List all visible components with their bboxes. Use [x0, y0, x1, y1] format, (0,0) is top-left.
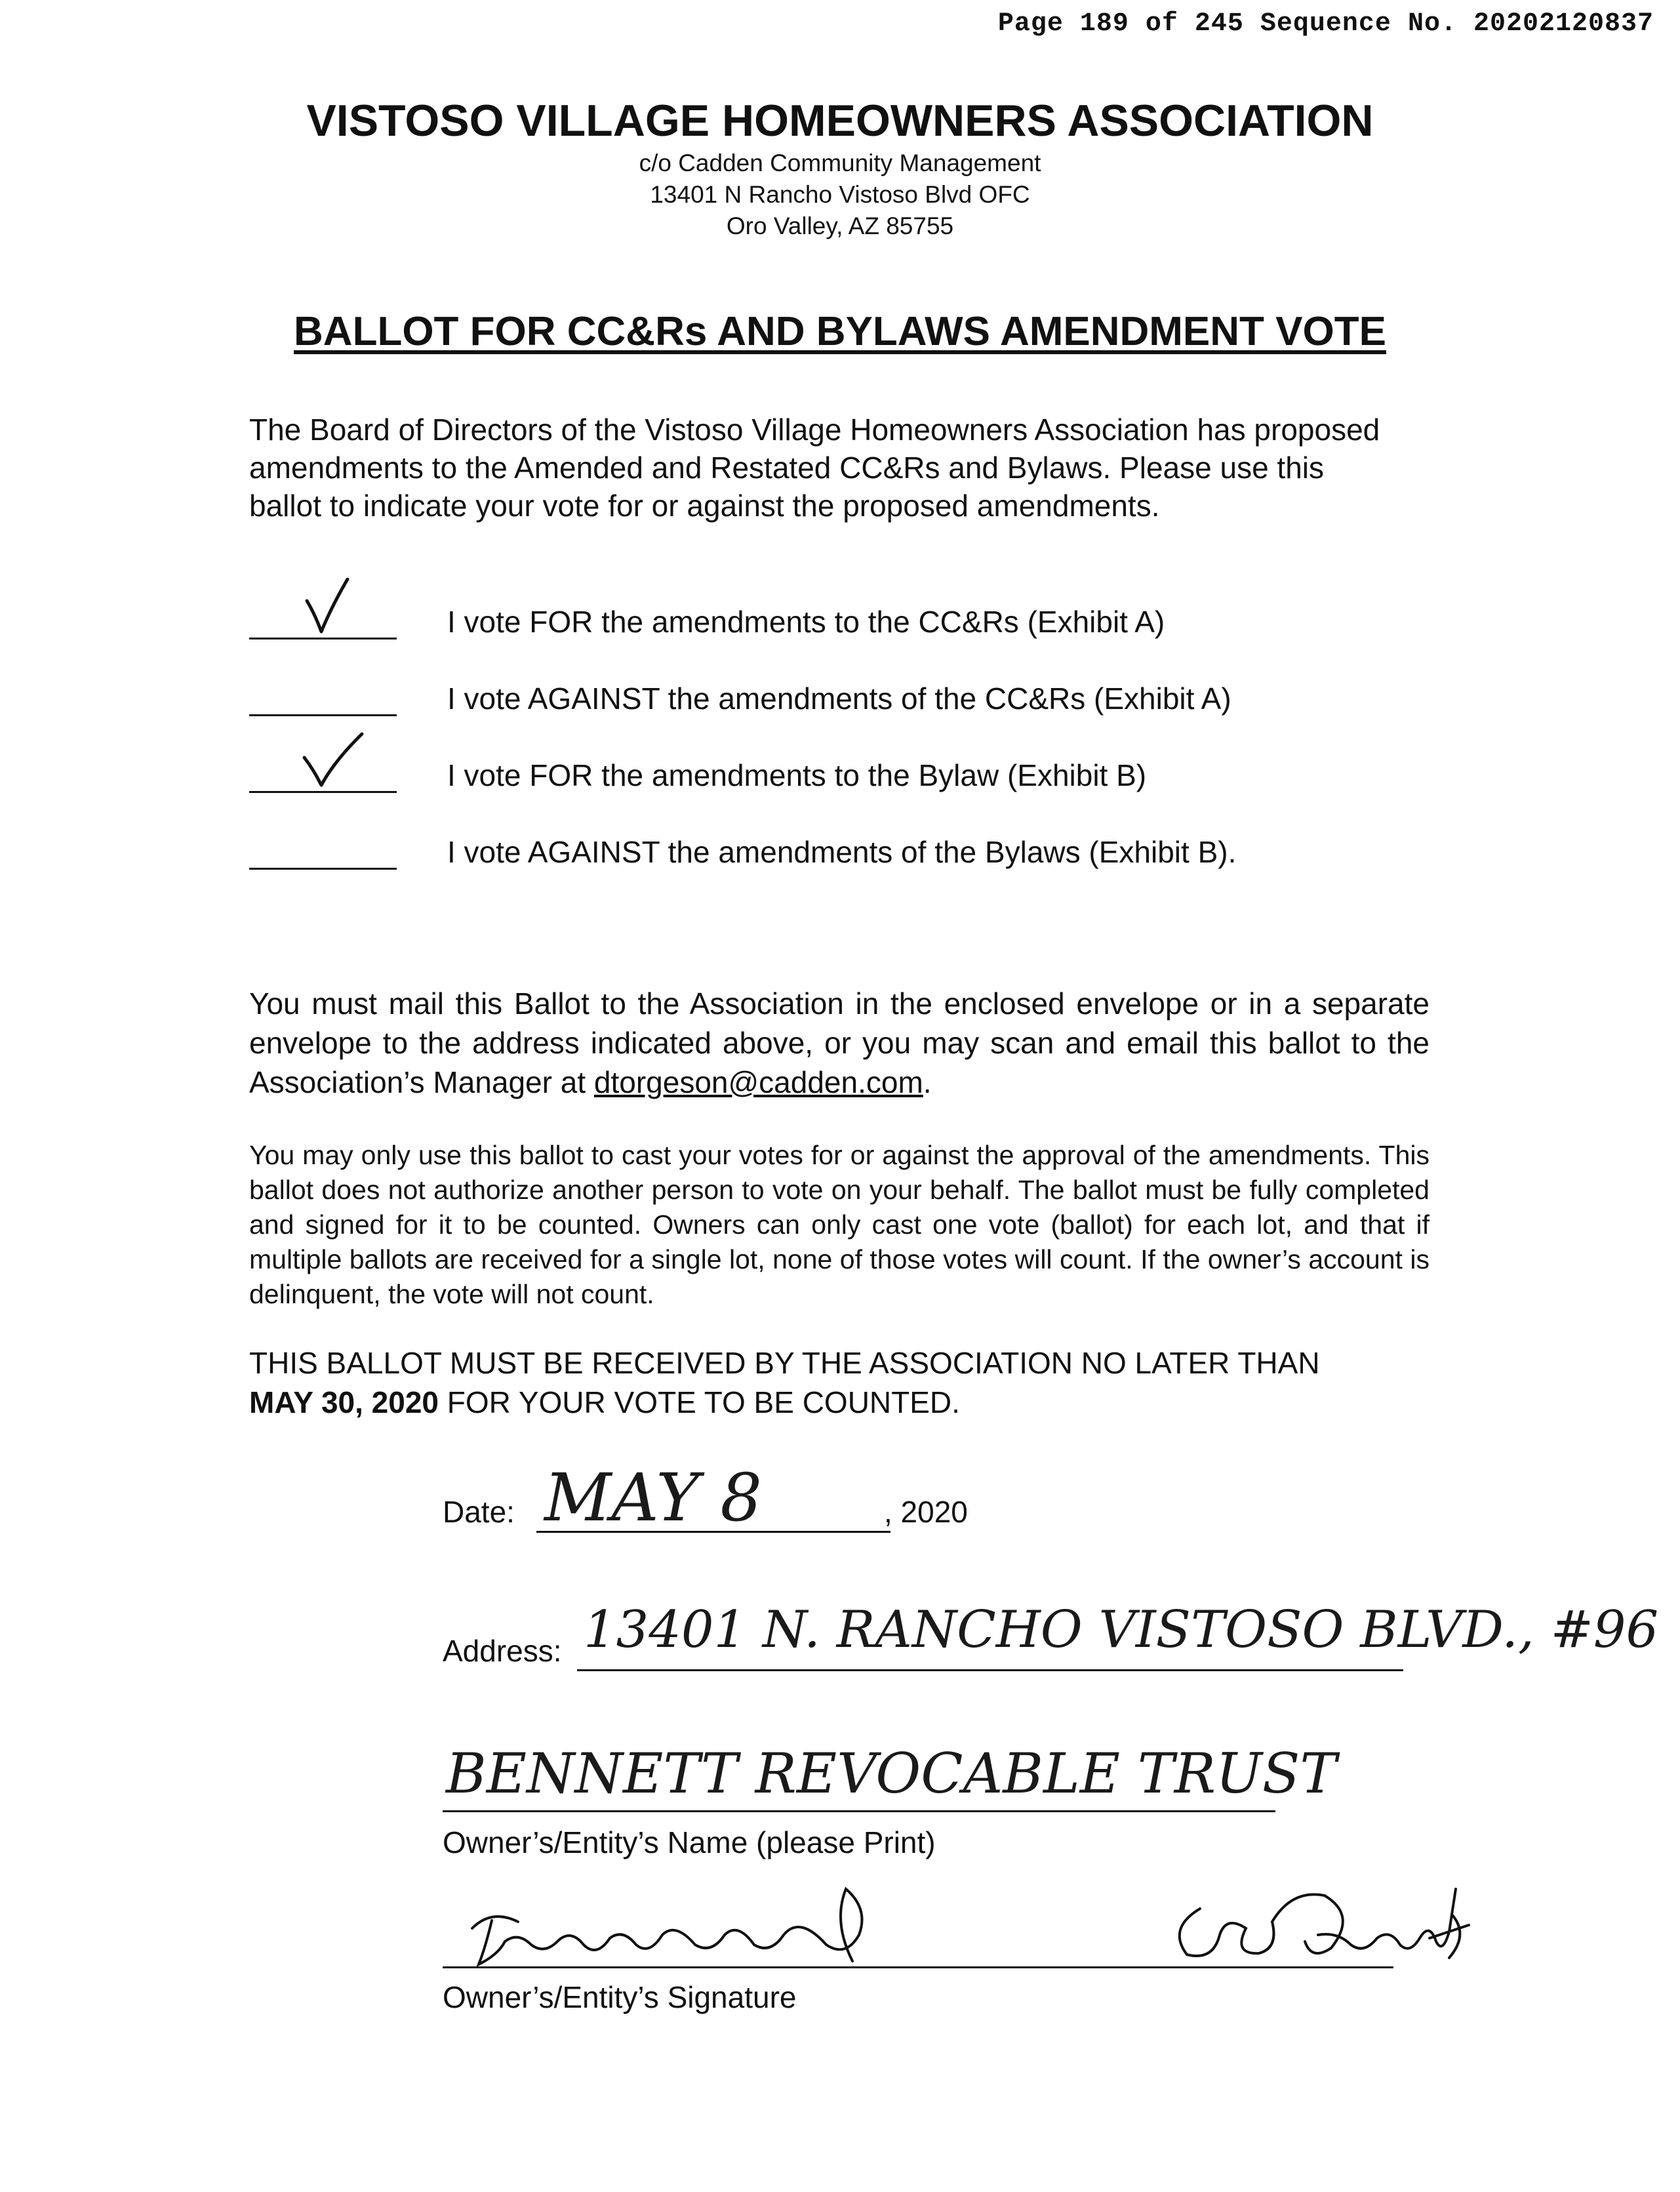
address-handwritten-value: 13401 N. RANCHO VISTOSO BLVD., #96	[584, 1600, 1659, 1659]
ballot-intro: The Board of Directors of the Vistoso Village Homeowners Association has proposed amendments to the Amended and Restated CC&Rs and Bylaws. Please use this ballot to indicate your vote for or against the proposed amendments.	[249, 413, 1380, 523]
signature-1-image	[459, 1882, 879, 1974]
date-label: Date:	[443, 1495, 515, 1529]
vote-option-label: I vote FOR the amendments to the CC&Rs (Exhibit A)	[447, 605, 1165, 639]
association-name: VISTOSO VILLAGE HOMEOWNERS ASSOCIATION	[306, 96, 1374, 146]
vote-blank-line[interactable]	[249, 714, 397, 716]
address-line-street: 13401 N Rancho Vistoso Blvd OFC	[650, 181, 1030, 208]
vote-option-ccr-for[interactable]	[249, 594, 1430, 646]
date-year: , 2020	[884, 1495, 968, 1529]
manager-email-link[interactable]: dtorgeson@cadden.com	[593, 1065, 923, 1099]
ballot-rules: You may only use this ballot to cast your votes for or against the approval of the amendments. This ballot does not authorize another person to vote on your behalf. The ballot must be fully completed and signed for it to be counted. Owners can only cast one vote (ballot) for each lot, and that if multiple ballots are received for a single lot, none of those votes will count. If the owner’s account is delinquent, the vote will not count.	[249, 1140, 1430, 1309]
vote-blank-line[interactable]	[249, 868, 397, 870]
address-line-city: Oro Valley, AZ 85755	[726, 213, 954, 239]
vote-option-label: I vote AGAINST the amendments of the Bylaws (Exhibit B).	[447, 835, 1237, 869]
mailing-instructions: You must mail this Ballot to the Association in the enclosed envelope or in a separate envelope to the address indicated above, or you may scan and email this ballot to the Association’s Manager at dtorgeson@cadden.com.	[249, 986, 1430, 1099]
deadline-notice	[249, 1343, 1430, 1422]
owner-name-handwritten-value: BENNETT REVOCABLE TRUST	[446, 1741, 1337, 1806]
checkmark-icon	[302, 578, 367, 637]
checkmark-icon	[302, 731, 367, 790]
page-sequence-header: Page 189 of 245 Sequence No. 20202120837	[997, 9, 1654, 39]
vote-option-label: I vote FOR the amendments to the Bylaw (Exhibit B)	[447, 758, 1147, 792]
vote-option-ccr-against[interactable]	[249, 670, 1430, 723]
ballot-title: BALLOT FOR CC&Rs AND BYLAWS AMENDMENT VOTE	[294, 309, 1386, 354]
signature-2-image	[1161, 1876, 1475, 1974]
deadline-prefix: THIS BALLOT MUST BE RECEIVED BY THE ASSOCIATION NO LATER THAN	[249, 1346, 1320, 1380]
address-line-careof: c/o Cadden Community Management	[639, 150, 1041, 176]
owner-name-field[interactable]	[443, 1810, 1275, 1812]
owner-name-label: Owner’s/Entity’s Name (please Print)	[443, 1825, 936, 1859]
signature-label: Owner’s/Entity’s Signature	[443, 1980, 797, 2014]
deadline-suffix: FOR YOUR VOTE TO BE COUNTED.	[447, 1385, 960, 1419]
mailing-instructions-text: You must mail this Ballot to the Association in the enclosed envelope or in a separate envelope to the address indicated above, or you may scan and email this ballot to the Association’s Manager at	[249, 986, 1430, 1099]
address-label: Address:	[443, 1634, 562, 1668]
date-handwritten-value: MAY 8	[544, 1459, 762, 1536]
vote-blank-line[interactable]	[249, 791, 397, 793]
deadline-date: MAY 30, 2020	[249, 1385, 439, 1419]
address-field[interactable]	[577, 1669, 1403, 1671]
vote-option-label: I vote AGAINST the amendments of the CC&Rs (Exhibit A)	[447, 681, 1231, 716]
vote-option-bylaws-against[interactable]	[249, 824, 1430, 876]
vote-blank-line[interactable]	[249, 638, 397, 639]
vote-option-bylaws-for[interactable]	[249, 747, 1430, 800]
